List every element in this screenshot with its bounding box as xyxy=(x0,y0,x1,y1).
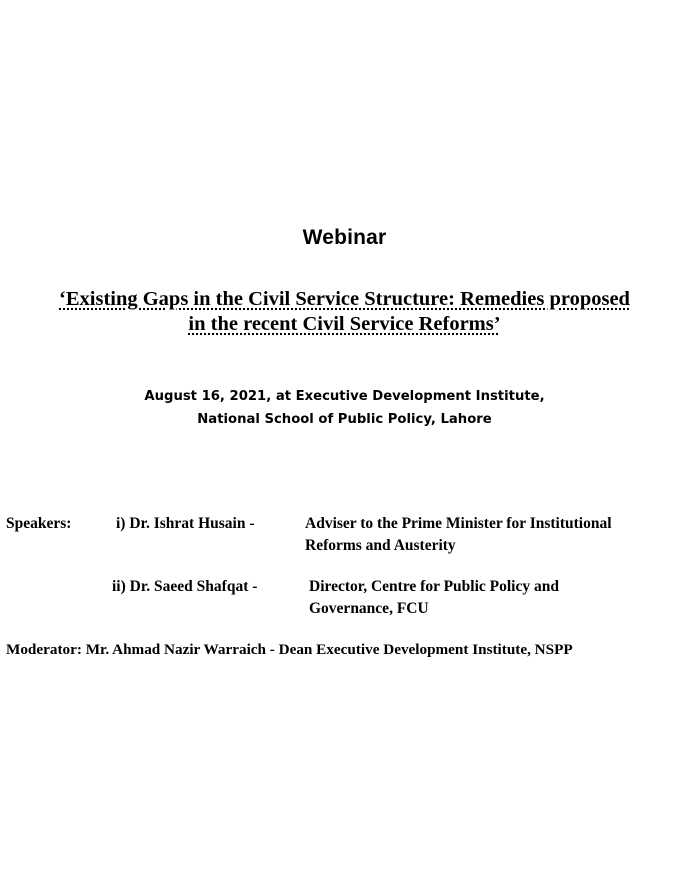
speakers-label: Speakers: xyxy=(6,515,72,532)
moderator-line: Moderator: Mr. Ahmad Nazir Warraich - Dean Executive Development Institute, NSPP xyxy=(6,641,573,658)
event-details xyxy=(0,385,689,431)
speaker-2-role-line-2: Governance, FCU xyxy=(309,600,429,617)
speaker-1-name: i) Dr. Ishrat Husain - xyxy=(116,515,255,532)
title-line-1: ‘Existing Gaps in the Civil Service Structure: Remedies proposed xyxy=(59,288,630,310)
speaker-1-role-line-2: Reforms and Austerity xyxy=(305,537,456,554)
event-location: National School of Public Policy, Lahore xyxy=(197,412,492,427)
webinar-heading: Webinar xyxy=(302,226,387,249)
speaker-2-role-line-1: Director, Centre for Public Policy and xyxy=(309,578,559,595)
event-date-venue: August 16, 2021, at Executive Development Institute, xyxy=(144,389,545,404)
speaker-2-name: ii) Dr. Saeed Shafqat - xyxy=(112,578,258,595)
title-line-2: in the recent Civil Service Reforms’ xyxy=(188,313,501,335)
webinar-title xyxy=(0,287,689,337)
speaker-1-role-line-1: Adviser to the Prime Minister for Institutional xyxy=(305,515,612,532)
